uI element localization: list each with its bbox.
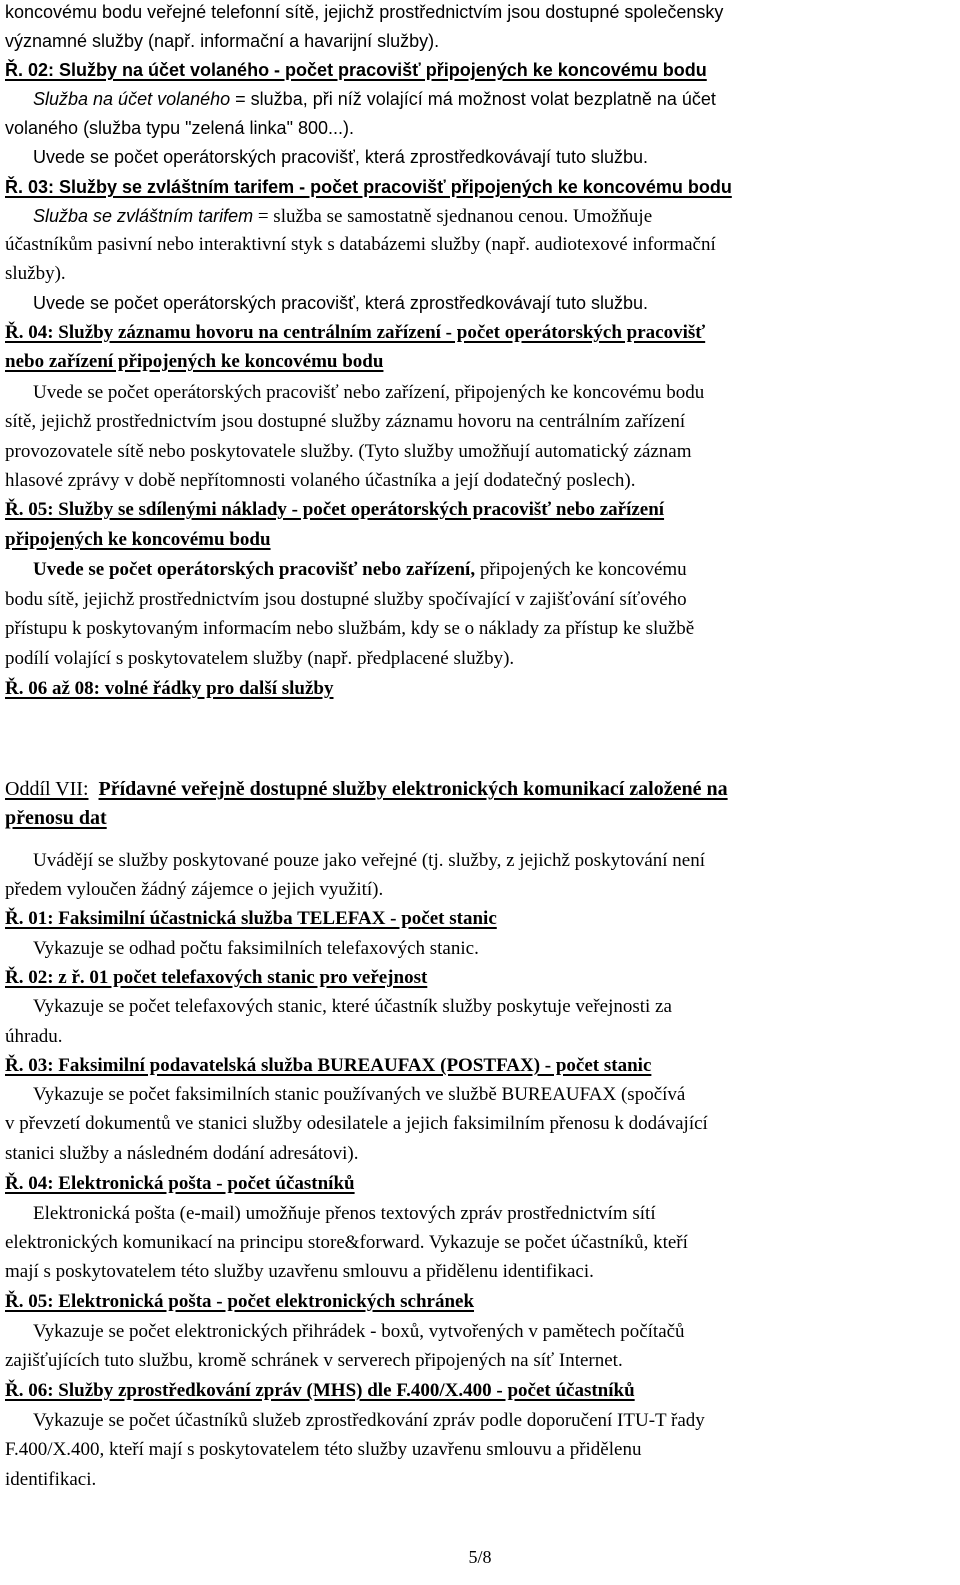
row-heading-r05-cont: připojených ke koncovému bodu [5,529,271,550]
row-heading-r02: Ř. 02: Služby na účet volaného - počet pracovišť připojených ke koncovému bodu [5,60,707,80]
row-heading-r06-08: Ř. 06 až 08: volné řádky pro další služby [5,678,334,699]
definition-text: = služba se samostatně sjednanou cenou. Umožňuje [253,206,653,227]
bold-phrase: Uvede se počet operátorských pracovišť nebo zařízení, [33,559,476,580]
paragraph-line: Vykazuje se počet faksimilních stanic používaných ve službě BUREAUFAX (spočívá [33,1084,686,1105]
paragraph-line: Elektronická pošta (e-mail) umožňuje přenos textových zpráv prostřednictvím sítí [33,1203,656,1224]
paragraph-line: Uvede se počet operátorských pracovišť, která zprostředkovávají tuto službu. [33,293,649,313]
term-italic: Služba se zvláštním tarifem [33,206,254,226]
paragraph-line: účastníkům pasivní nebo interaktivní styk s databázemi služby (např. audiotexové informační [5,234,716,255]
paragraph-line: bodu sítě, jejichž prostřednictvím jsou dostupné služby spočívající v zajišťování síťového [5,589,687,610]
row-heading-s05: Ř. 05: Elektronická pošta - počet elektronických schránek [5,1291,475,1312]
row-heading-r05: Ř. 05: Služby se sdílenými náklady - počet operátorských pracovišť nebo zařízení [5,499,665,520]
definition-line [33,204,652,229]
row-heading-s01: Ř. 01: Faksimilní účastnická služba TELEFAX - počet stanic [5,908,497,929]
section-title-cont: přenosu dat [5,807,107,829]
paragraph-line: Uvede se počet operátorských pracovišť nebo zařízení, připojených ke koncovému bodu [33,382,705,403]
paragraph-line: Vykazuje se počet účastníků služeb zprostředkování zpráv podle doporučení ITU-T řady [33,1410,705,1431]
section-number: Oddíl VII: [5,778,89,800]
paragraph-line: přístupu k poskytovaným informacím nebo službám, kdy se o náklady za přístup ke službě [5,618,695,639]
paragraph-line: Uvádějí se služby poskytované pouze jako veřejné (tj. služby, z jejichž poskytování není [33,850,706,871]
paragraph-line: sítě, jejichž prostřednictvím jsou dostupné služby záznamu hovoru na centrálním zařízení [5,411,686,432]
paragraph-line: zajišťujících tuto službu, kromě schránek v serverech připojených na síť Internet. [5,1350,623,1371]
paragraph-line: v převzetí dokumentů ve stanici služby odesilatele a jejich faksimilním přenosu k dodávající [5,1113,708,1134]
paragraph-line: identifikaci. [5,1469,97,1490]
paragraph-line: koncovému bodu veřejné telefonní sítě, jejichž prostřednictvím jsou dostupné společensky [5,2,724,22]
term-italic: Služba na účet volaného [33,89,231,109]
paragraph-line: úhradu. [5,1026,63,1047]
row-heading-s06: Ř. 06: Služby zprostředkování zpráv (MHS) dle F.400/X.400 - počet účastníků [5,1380,635,1401]
paragraph-line: Uvede se počet operátorských pracovišť, která zprostředkovávají tuto službu. [33,147,649,167]
section-title: Přídavné veřejně dostupné služby elektronických komunikací založené na [98,778,728,800]
row-heading-s04: Ř. 04: Elektronická pošta - počet účastníků [5,1173,355,1194]
paragraph-line: Vykazuje se odhad počtu faksimilních telefaxových stanic. [33,938,479,959]
definition-line [33,87,716,111]
definition-text: = služba, při níž volající má možnost volat bezplatně na účet [230,89,716,109]
paragraph-line: Vykazuje se počet elektronických přihrádek - boxů, vytvořených v pamětech počítačů [33,1321,685,1342]
paragraph-line: elektronických komunikací na principu store&forward. Vykazuje se počet účastníků, kteří [5,1232,688,1253]
paragraph-line: služby). [5,263,66,284]
paragraph-line: Vykazuje se počet telefaxových stanic, které účastník služby poskytuje veřejnosti za [33,996,672,1017]
paragraph-line: hlasové zprávy v době nepřítomnosti volaného účastníka a její dodatečný poslech). [5,470,636,491]
paragraph-line [33,558,687,582]
row-heading-r03: Ř. 03: Služby se zvláštním tarifem - počet pracovišť připojených ke koncovému bodu [5,177,732,197]
paragraph-line: stanici služby a následném dodání adresátovi). [5,1143,359,1164]
paragraph-line: volaného (služba typu "zelená linka" 800...). [5,118,354,138]
row-heading-s03: Ř. 03: Faksimilní podavatelská služba BUREAUFAX (POSTFAX) - počet stanic [5,1055,652,1076]
paragraph-line: předem vyloučen žádný zájemce o jejich využití). [5,879,384,900]
row-heading-r04: Ř. 04: Služby záznamu hovoru na centrálním zařízení - počet operátorských pracovišť [5,322,706,343]
paragraph-line: podílí volající s poskytovatelem služby (např. předplacené služby). [5,648,515,669]
row-heading-r04-cont: nebo zařízení připojených ke koncovému bodu [5,351,384,372]
paragraph-line: významné služby (např. informační a havarijní služby). [5,31,440,51]
paragraph-line: F.400/X.400, kteří mají s poskytovatelem této služby uzavřenu smlouvu a přidělenu [5,1439,642,1460]
section-heading [5,777,728,801]
page-number: 5/8 [468,1547,492,1567]
paragraph-line: provozovatele sítě nebo poskytovatele služby. (Tyto služby umožňují automatický záznam [5,441,692,462]
paragraph-text: připojených ke koncovému [475,559,687,580]
row-heading-s02: Ř. 02: z ř. 01 počet telefaxových stanic pro veřejnost [5,967,428,988]
paragraph-line: mají s poskytovatelem této služby uzavřenu smlouvu a přidělenu identifikaci. [5,1261,594,1282]
